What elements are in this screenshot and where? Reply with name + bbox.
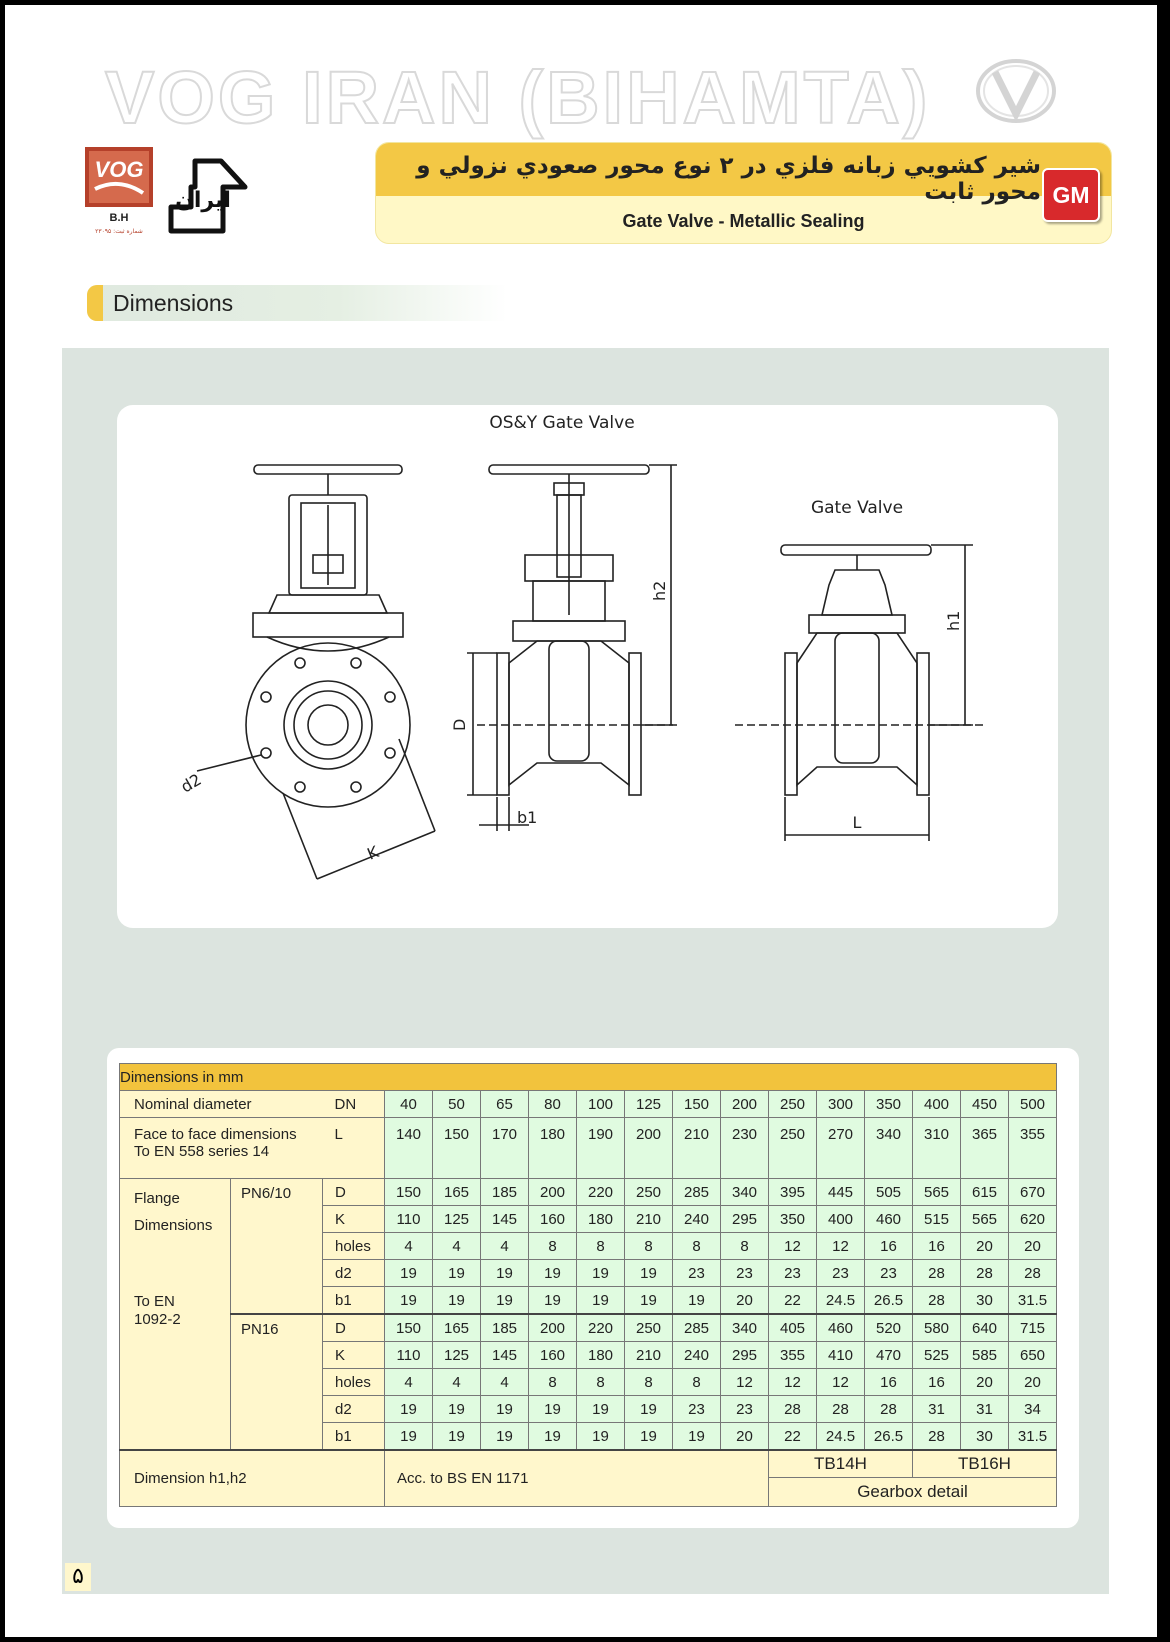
value-cell: 19 <box>433 1287 481 1315</box>
value-cell: 185 <box>481 1179 529 1206</box>
label-d2: d2 <box>177 769 205 797</box>
h-row-1 <box>120 1450 1057 1478</box>
svg-text:ایران: ایران <box>175 188 231 213</box>
value-cell: 19 <box>577 1423 625 1451</box>
value-cell: 23 <box>817 1260 865 1287</box>
value-cell: 30 <box>961 1423 1009 1451</box>
value-cell: 19 <box>577 1287 625 1315</box>
gate-title: Gate Valve <box>810 498 904 518</box>
value-cell: 580 <box>913 1314 961 1342</box>
value-cell: 150 <box>385 1179 433 1206</box>
value-cell: 185 <box>481 1314 529 1342</box>
value-cell: 28 <box>913 1287 961 1315</box>
l-cell: 200 <box>625 1118 673 1179</box>
nominal-row <box>120 1091 1057 1118</box>
value-cell: 470 <box>865 1342 913 1369</box>
table-header: Dimensions in mm <box>120 1064 1057 1091</box>
value-cell: 19 <box>385 1260 433 1287</box>
value-cell: 650 <box>1009 1342 1057 1369</box>
l-cell: 210 <box>673 1118 721 1179</box>
value-cell: 200 <box>529 1314 577 1342</box>
value-cell: 670 <box>1009 1179 1057 1206</box>
symbol-holes: holes <box>323 1369 385 1396</box>
title-english: Gate Valve - Metallic Sealing <box>622 211 865 231</box>
symbol-b1: b1 <box>323 1287 385 1315</box>
label-h1: h1 <box>944 610 963 631</box>
value-cell: 19 <box>529 1260 577 1287</box>
h-standard: Acc. to BS EN 1171 <box>385 1450 769 1507</box>
value-cell: 340 <box>721 1179 769 1206</box>
nominal-label: Nominal diameter <box>120 1091 323 1118</box>
dn-cell: 150 <box>673 1091 721 1118</box>
value-cell: 19 <box>481 1287 529 1315</box>
symbol-D: D <box>323 1314 385 1342</box>
value-cell: 16 <box>865 1369 913 1396</box>
value-cell: 19 <box>529 1396 577 1423</box>
value-cell: 110 <box>385 1342 433 1369</box>
value-cell: 565 <box>961 1206 1009 1233</box>
value-cell: 4 <box>481 1369 529 1396</box>
l-cell: 250 <box>769 1118 817 1179</box>
value-cell: 16 <box>913 1233 961 1260</box>
value-cell: 31 <box>913 1396 961 1423</box>
label-b1: b1 <box>517 808 538 827</box>
symbol-D: D <box>323 1179 385 1206</box>
value-cell: 26.5 <box>865 1423 913 1451</box>
value-cell: 30 <box>961 1287 1009 1315</box>
face-label-line2: To EN 558 series 14 <box>134 1143 270 1160</box>
value-cell: 19 <box>673 1423 721 1451</box>
value-cell: 19 <box>625 1287 673 1315</box>
value-cell: 22 <box>769 1287 817 1315</box>
value-cell: 28 <box>817 1396 865 1423</box>
dn-cell: 250 <box>769 1091 817 1118</box>
value-cell: 515 <box>913 1206 961 1233</box>
value-cell: 285 <box>673 1179 721 1206</box>
value-cell: 4 <box>385 1233 433 1260</box>
label-h2: h2 <box>650 580 669 601</box>
value-cell: 20 <box>961 1369 1009 1396</box>
value-cell: 445 <box>817 1179 865 1206</box>
value-cell: 210 <box>625 1206 673 1233</box>
value-cell: 19 <box>433 1260 481 1287</box>
value-cell: 410 <box>817 1342 865 1369</box>
value-cell: 19 <box>529 1423 577 1451</box>
dn-cell: 100 <box>577 1091 625 1118</box>
gate-valve-view <box>735 545 983 841</box>
value-cell: 19 <box>625 1423 673 1451</box>
value-cell: 565 <box>913 1179 961 1206</box>
pressure-pn610-label: PN6/10 <box>231 1179 323 1315</box>
l-cell: 190 <box>577 1118 625 1179</box>
value-cell: 19 <box>481 1260 529 1287</box>
value-cell: 4 <box>433 1233 481 1260</box>
value-cell: 210 <box>625 1342 673 1369</box>
value-cell: 165 <box>433 1314 481 1342</box>
value-cell: 8 <box>577 1233 625 1260</box>
dn-cell: 500 <box>1009 1091 1057 1118</box>
svg-text:B.H: B.H <box>109 212 129 224</box>
gearbox-tb14h: TB14H <box>769 1450 913 1478</box>
value-cell: 460 <box>817 1314 865 1342</box>
value-cell: 150 <box>385 1314 433 1342</box>
label-d: D <box>450 718 469 731</box>
face-label-line1: Face to face dimensions <box>134 1126 297 1143</box>
value-cell: 125 <box>433 1206 481 1233</box>
value-cell: 285 <box>673 1314 721 1342</box>
value-cell: 16 <box>913 1369 961 1396</box>
value-cell: 28 <box>1009 1260 1057 1287</box>
value-cell: 615 <box>961 1179 1009 1206</box>
value-cell: 19 <box>673 1287 721 1315</box>
value-cell: 145 <box>481 1206 529 1233</box>
dn-cell: 50 <box>433 1091 481 1118</box>
value-cell: 19 <box>433 1396 481 1423</box>
l-cell: 170 <box>481 1118 529 1179</box>
value-cell: 505 <box>865 1179 913 1206</box>
svg-text:شماره ثبت: ۲۳۰۹۵: شماره ثبت: ۲۳۰۹۵ <box>95 228 143 235</box>
value-cell: 165 <box>433 1179 481 1206</box>
value-cell: 240 <box>673 1206 721 1233</box>
value-cell: 240 <box>673 1342 721 1369</box>
isiri-standard-logo <box>167 157 249 235</box>
value-cell: 20 <box>1009 1233 1057 1260</box>
l-cell: 355 <box>1009 1118 1057 1179</box>
value-cell: 23 <box>721 1260 769 1287</box>
l-cell: 150 <box>433 1118 481 1179</box>
value-cell: 125 <box>433 1342 481 1369</box>
value-cell: 295 <box>721 1342 769 1369</box>
value-cell: 19 <box>385 1423 433 1451</box>
value-cell: 8 <box>721 1233 769 1260</box>
l-cell: 270 <box>817 1118 865 1179</box>
value-cell: 23 <box>673 1260 721 1287</box>
gearbox-detail: Gearbox detail <box>769 1478 1057 1507</box>
value-cell: 4 <box>481 1233 529 1260</box>
symbol-b1: b1 <box>323 1423 385 1451</box>
value-cell: 8 <box>577 1369 625 1396</box>
dimensions-label: Dimensions <box>134 1217 213 1234</box>
value-cell: 295 <box>721 1206 769 1233</box>
value-cell: 26.5 <box>865 1287 913 1315</box>
value-cell: 640 <box>961 1314 1009 1342</box>
value-cell: 20 <box>961 1233 1009 1260</box>
page-number: ۵ <box>65 1563 91 1591</box>
value-cell: 180 <box>577 1206 625 1233</box>
nominal-symbol: DN <box>323 1091 385 1118</box>
symbol-K: K <box>323 1206 385 1233</box>
flange-label-cell <box>120 1179 231 1451</box>
value-cell: 250 <box>625 1314 673 1342</box>
l-cell: 340 <box>865 1118 913 1179</box>
pressure-pn16-label: PN16 <box>231 1314 323 1450</box>
value-cell: 28 <box>961 1260 1009 1287</box>
vog-logo <box>85 147 153 239</box>
dn-cell: 80 <box>529 1091 577 1118</box>
value-cell: 12 <box>817 1369 865 1396</box>
dn-cell: 400 <box>913 1091 961 1118</box>
value-cell: 23 <box>865 1260 913 1287</box>
value-cell: 400 <box>817 1206 865 1233</box>
l-cell: 230 <box>721 1118 769 1179</box>
value-cell: 220 <box>577 1179 625 1206</box>
l-cell: 140 <box>385 1118 433 1179</box>
dn-cell: 300 <box>817 1091 865 1118</box>
value-cell: 520 <box>865 1314 913 1342</box>
dn-cell: 350 <box>865 1091 913 1118</box>
label-k: K <box>364 842 382 864</box>
flange-spacer <box>134 1239 230 1293</box>
face-label <box>120 1118 323 1179</box>
value-cell: 8 <box>625 1233 673 1260</box>
dn-cell: 200 <box>721 1091 769 1118</box>
to-en-label: To EN <box>134 1293 175 1310</box>
catalog-page <box>5 5 1157 1637</box>
value-cell: 28 <box>865 1396 913 1423</box>
l-cell: 180 <box>529 1118 577 1179</box>
value-cell: 24.5 <box>817 1423 865 1451</box>
value-cell: 28 <box>913 1423 961 1451</box>
value-cell: 715 <box>1009 1314 1057 1342</box>
svg-text:VOG: VOG <box>94 157 144 182</box>
value-cell: 19 <box>529 1287 577 1315</box>
l-cell: 310 <box>913 1118 961 1179</box>
value-cell: 4 <box>385 1369 433 1396</box>
h-label: Dimension h1,h2 <box>120 1450 385 1507</box>
value-cell: 250 <box>625 1179 673 1206</box>
value-cell: 19 <box>577 1260 625 1287</box>
dimensions-table-card <box>107 1048 1079 1528</box>
value-cell: 23 <box>721 1396 769 1423</box>
dn-cell: 65 <box>481 1091 529 1118</box>
value-cell: 31.5 <box>1009 1287 1057 1315</box>
dn-cell: 450 <box>961 1091 1009 1118</box>
value-cell: 19 <box>385 1287 433 1315</box>
flange-label: Flange <box>134 1190 180 1207</box>
value-cell: 34 <box>1009 1396 1057 1423</box>
value-cell: 20 <box>721 1287 769 1315</box>
value-cell: 180 <box>577 1342 625 1369</box>
value-cell: 340 <box>721 1314 769 1342</box>
value-cell: 31.5 <box>1009 1423 1057 1451</box>
title-persian: شير كشويي زبانه فلزي در ۲ نوع محور صعودي نزولي و محور ثابت <box>416 153 1041 205</box>
gm-badge: GM <box>1042 168 1100 222</box>
value-cell: 12 <box>817 1233 865 1260</box>
value-cell: 19 <box>481 1423 529 1451</box>
flange-row-pn16 <box>120 1314 1057 1342</box>
value-cell: 19 <box>385 1396 433 1423</box>
value-cell: 8 <box>673 1233 721 1260</box>
value-cell: 355 <box>769 1342 817 1369</box>
symbol-holes: holes <box>323 1233 385 1260</box>
dn-cell: 125 <box>625 1091 673 1118</box>
value-cell: 19 <box>433 1423 481 1451</box>
value-cell: 145 <box>481 1342 529 1369</box>
l-cell: 365 <box>961 1118 1009 1179</box>
value-cell: 19 <box>577 1396 625 1423</box>
section-accent-bar <box>87 285 103 321</box>
value-cell: 31 <box>961 1396 1009 1423</box>
value-cell: 160 <box>529 1342 577 1369</box>
value-cell: 460 <box>865 1206 913 1233</box>
valve-technical-drawing <box>117 405 1058 928</box>
table-header-row <box>120 1064 1057 1091</box>
osy-side-view <box>467 465 677 831</box>
technical-drawing-card <box>117 405 1058 928</box>
value-cell: 200 <box>529 1179 577 1206</box>
osy-front-view <box>197 465 435 879</box>
face-symbol: L <box>323 1118 385 1179</box>
value-cell: 110 <box>385 1206 433 1233</box>
value-cell: 160 <box>529 1206 577 1233</box>
value-cell: 8 <box>673 1369 721 1396</box>
symbol-d2: d2 <box>323 1260 385 1287</box>
value-cell: 12 <box>769 1369 817 1396</box>
dimensions-table <box>119 1063 1057 1507</box>
label-l: L <box>852 813 862 832</box>
face-row <box>120 1118 1057 1179</box>
value-cell: 20 <box>721 1423 769 1451</box>
value-cell: 22 <box>769 1423 817 1451</box>
value-cell: 405 <box>769 1314 817 1342</box>
value-cell: 12 <box>769 1233 817 1260</box>
value-cell: 28 <box>769 1396 817 1423</box>
brand-watermark: VOG IRAN (BIHAMTA) <box>105 56 931 139</box>
symbol-d2: d2 <box>323 1396 385 1423</box>
value-cell: 20 <box>1009 1369 1057 1396</box>
value-cell: 24.5 <box>817 1287 865 1315</box>
title-banner <box>375 142 1112 244</box>
value-cell: 350 <box>769 1206 817 1233</box>
gearbox-tb16h: TB16H <box>913 1450 1057 1478</box>
value-cell: 8 <box>529 1233 577 1260</box>
value-cell: 16 <box>865 1233 913 1260</box>
value-cell: 4 <box>433 1369 481 1396</box>
flange-row-pn610 <box>120 1179 1057 1206</box>
to-en-standard: 1092-2 <box>134 1311 181 1328</box>
value-cell: 620 <box>1009 1206 1057 1233</box>
osy-title: OS&Y Gate Valve <box>489 413 635 433</box>
value-cell: 19 <box>625 1396 673 1423</box>
value-cell: 220 <box>577 1314 625 1342</box>
value-cell: 23 <box>673 1396 721 1423</box>
value-cell: 28 <box>913 1260 961 1287</box>
symbol-K: K <box>323 1342 385 1369</box>
section-header <box>87 285 507 321</box>
dn-cell: 40 <box>385 1091 433 1118</box>
vog-watermark-logo <box>973 56 1059 126</box>
section-title: Dimensions <box>113 290 234 316</box>
value-cell: 8 <box>625 1369 673 1396</box>
value-cell: 19 <box>481 1396 529 1423</box>
value-cell: 12 <box>721 1369 769 1396</box>
value-cell: 525 <box>913 1342 961 1369</box>
value-cell: 395 <box>769 1179 817 1206</box>
value-cell: 8 <box>529 1369 577 1396</box>
value-cell: 19 <box>625 1260 673 1287</box>
value-cell: 585 <box>961 1342 1009 1369</box>
value-cell: 23 <box>769 1260 817 1287</box>
